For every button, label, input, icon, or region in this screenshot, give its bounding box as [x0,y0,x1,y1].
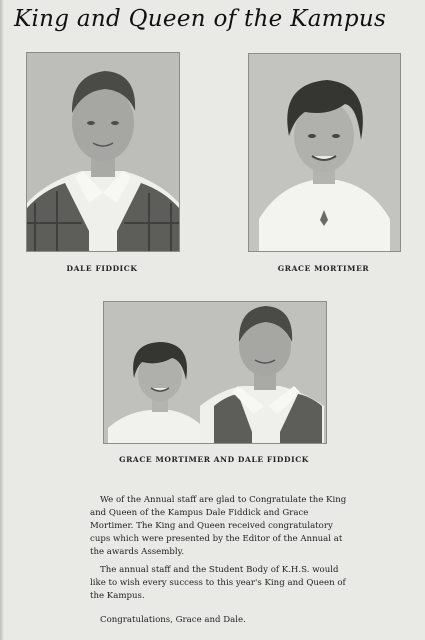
page-edge [0,0,4,640]
queen-caption: GRACE MORTIMER [277,264,370,273]
couple-photo [103,301,327,444]
couple-caption: GRACE MORTIMER AND DALE FIDDICK [119,455,309,464]
page-title: King and Queen of the Kampus [14,6,387,32]
king-caption: DALE FIDDICK [66,264,138,273]
queen-portrait-illustration [249,54,400,251]
king-photo [26,52,180,252]
queen-photo [248,53,401,252]
couple-portrait-illustration [104,302,326,443]
king-portrait-illustration [27,53,179,251]
wishes-paragraph: The annual staff and the Student Body of K.H.S. would like to wish every success to this year's King and Queen of the Kampus. [90,565,346,601]
congratulations-paragraph: We of the Annual staff are glad to Congratulate the King and Queen of the Kampus Dale Fiddick and Grace Mortimer. The King and Queen received congratulatory cups which were presented by the Editor of the Annual at the awards Assembly. [90,495,347,557]
closing-line: Congratulations, Grace and Dale. [100,615,246,625]
